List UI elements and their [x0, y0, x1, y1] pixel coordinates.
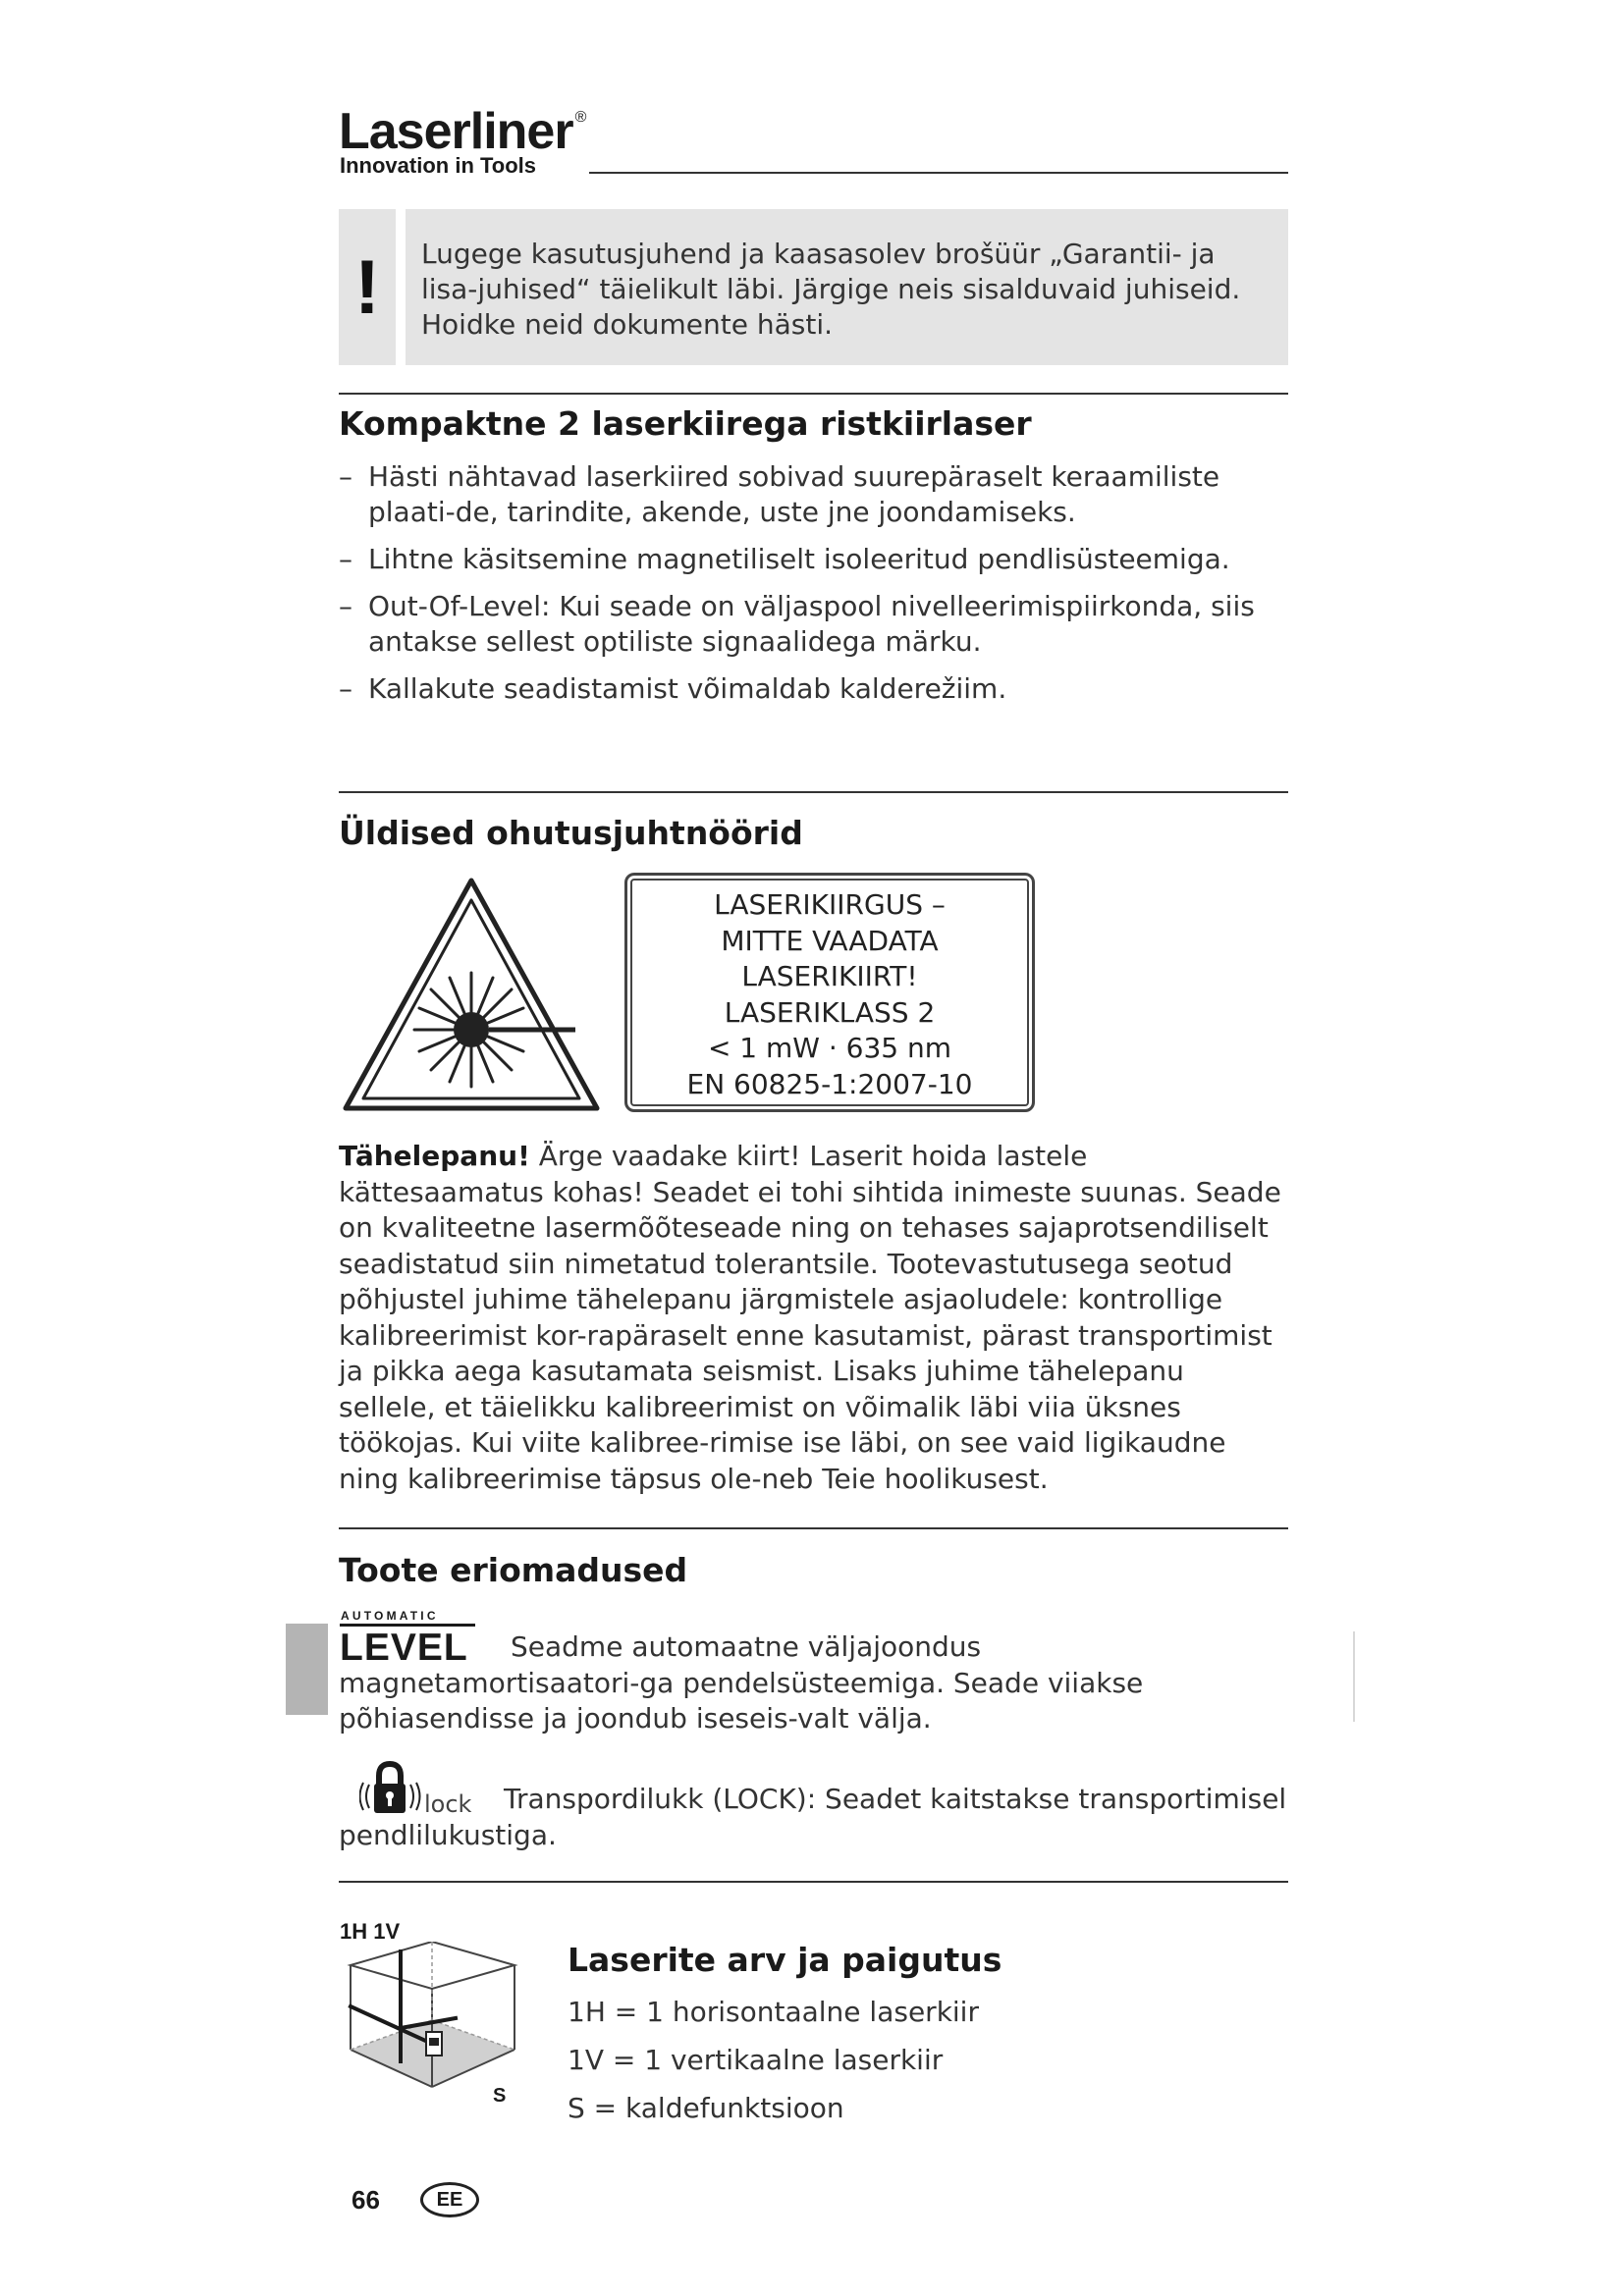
lock-icon-label: lock	[424, 1790, 472, 1818]
brand-logo	[339, 103, 586, 160]
country-badge: EE	[420, 2182, 479, 2217]
section-title-product-features: Toote eriomadused	[339, 1551, 688, 1589]
safety-paragraph	[339, 1139, 1288, 1497]
chapter-tab	[286, 1624, 328, 1715]
list-item: – Kallakute seadistamist võimaldab kalderežiim.	[339, 671, 1288, 707]
warning-text: Ärge vaadake kiirt! Laserit hoida lastele kättesaamatus kohas! Seadet ei tohi sihtida inimeste suunas. Seade on kvaliteetne lasermõõteseade ning on tehases sajaprotsendiliselt seadistatud siin nimetatud tolerantsile. Tootevastutusega seotud põhjustel juhime tähelepanu järgmistele asjaoludele: kontrollige kalibreerimist kor-rapäraselt enne kasutamist, pärast transportimist ja pikka aega kasutamata seismist. Lisaks juhime tähelepanu sellele, et täielikku kalibreerimist on võimalik läbi viia üksnes töökojas. Kui viite kalibree-rimise ise läbi, on see vaid ligikaudne ning kalibreerimise täpsus ole-neb Teie hoolikusest.	[339, 1140, 1281, 1495]
automatic-level-icon-top: AUTOMATIC	[341, 1609, 439, 1623]
laser-layout-list	[568, 1988, 979, 2132]
section-rule	[339, 791, 1288, 793]
label-line: < 1 mW · 635 nm	[707, 1032, 952, 1064]
edge-mark	[1353, 1631, 1355, 1722]
section-rule	[339, 1881, 1288, 1883]
slope-tag: S	[493, 2085, 507, 2107]
list-item: 1V = 1 vertikaalne laserkiir	[568, 2044, 944, 2076]
section-rule	[339, 393, 1288, 395]
list-item: S = kaldefunktsioon	[568, 2092, 844, 2124]
laser-config-tag: 1H 1V	[340, 1919, 401, 1944]
notice-text: Lugege kasutusjuhend ja kaasasolev brošüür „Garantii- ja lisa-juhised“ täielikult läbi. Järgige neis sisalduvaid juhiseid. Hoidke neid dokumente hästi.	[406, 209, 1288, 365]
transport-lock-text: Transpordilukk (LOCK): Seadet kaitstakse transportimisel pendlilukustiga.	[339, 1783, 1287, 1851]
list-item: – Out-Of-Level: Kui seade on väljaspool nivelleerimispiirkonda, siis antakse sellest optiliste signaalidega märku.	[339, 589, 1288, 660]
label-line: LASERIKLASS 2	[724, 995, 936, 1029]
section-rule	[339, 1527, 1288, 1529]
list-item: – Lihtne käsitsemine magnetiliselt isoleeritud pendlisüsteemiga.	[339, 542, 1288, 577]
section-title-laser-layout: Laserite arv ja paigutus	[568, 1941, 1002, 1979]
laser-layout-diagram-icon	[346, 1942, 522, 2105]
label-line: LASERIKIIRT!	[741, 960, 918, 992]
section-title-safety: Üldised ohutusjuhtnöörid	[339, 814, 803, 852]
section-title-features: Kompaktne 2 laserkiirega ristkiirlaser	[339, 404, 1032, 443]
automatic-level-icon-main: LEVEL	[340, 1627, 468, 1665]
registered-mark: ®	[574, 109, 586, 126]
label-line: LASERIKIIRGUS –	[714, 888, 946, 921]
exclamation-icon: !	[339, 209, 396, 365]
list-item: – Hästi nähtavad laserkiired sobivad suurepäraselt keraamiliste plaati-de, tarindite, akende, uste jne joondamiseks.	[339, 459, 1288, 530]
page-number: 66	[352, 2185, 380, 2215]
label-line: MITTE VAADATA	[721, 924, 939, 957]
feature-bullet-list	[339, 459, 1288, 719]
warning-lead: Tähelepanu!	[339, 1140, 530, 1172]
laser-warning-label	[624, 873, 1035, 1112]
brand-tagline: Innovation in Tools	[340, 153, 537, 178]
label-line: EN 60825-1:2007-10	[686, 1067, 973, 1100]
brand-name: Laserliner	[339, 103, 573, 160]
header-rule	[589, 172, 1288, 174]
automatic-level-text: Seadme automaatne väljajoondus magnetamortisaatori-ga pendelsüsteemiga. Seade viiakse põhiasendisse ja joondub iseseis-valt välja.	[339, 1630, 1144, 1735]
laser-hazard-triangle-icon	[342, 877, 601, 1112]
list-item: 1H = 1 horisontaalne laserkiir	[568, 1996, 979, 2028]
